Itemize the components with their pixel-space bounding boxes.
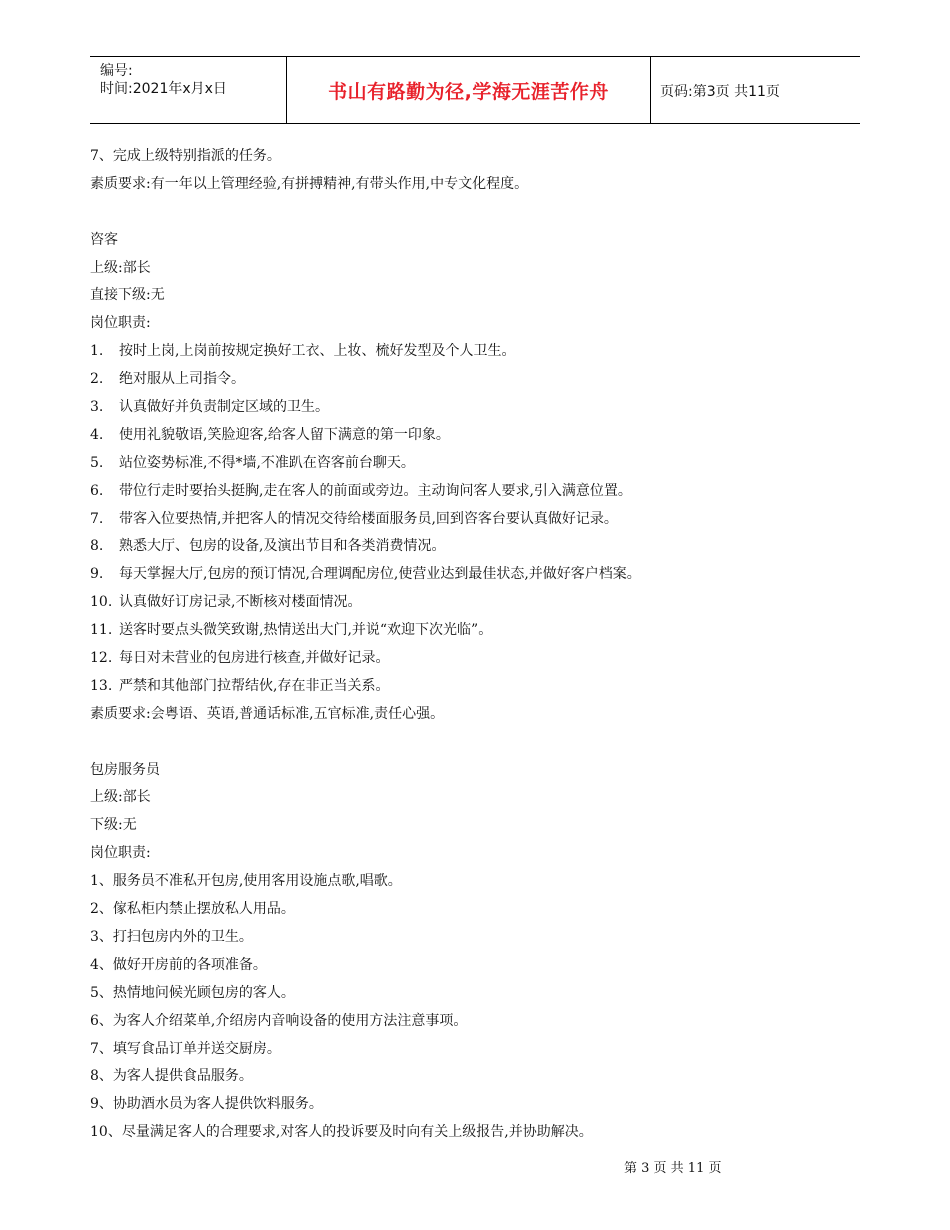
- line-text: 每日对未营业的包房进行核查,并做好记录。: [119, 650, 390, 667]
- line-text: 按时上岗,上岗前按规定换好工衣、上妆、梳好发型及个人卫生。: [119, 343, 516, 360]
- numbered-item: [90, 338, 870, 366]
- line-text: 认真做好订房记录,不断核对楼面情况。: [119, 594, 362, 611]
- text-line: [90, 282, 870, 310]
- line-text: 咨客: [90, 231, 118, 248]
- item-number: 7.: [90, 510, 104, 527]
- page-header: [90, 56, 860, 124]
- text-line: [90, 1119, 870, 1147]
- line-text: 3、打扫包房内外的卫生。: [90, 928, 253, 945]
- line-text: 严禁和其他部门拉帮结伙,存在非正当关系。: [119, 677, 390, 694]
- item-number: 5.: [90, 454, 104, 471]
- line-text: 5、热情地问候光顾包房的客人。: [90, 984, 295, 1001]
- item-number: 9.: [90, 566, 104, 583]
- line-text: 认真做好并负责制定区域的卫生。: [119, 399, 329, 416]
- line-text: 6、为客人介绍菜单,介绍房内音响设备的使用方法注意事项。: [90, 1012, 468, 1029]
- numbered-item: [90, 589, 870, 617]
- page-footer: 第 3 页 共 11 页: [624, 1161, 722, 1176]
- line-text: 7、填写食品订单并送交厨房。: [90, 1040, 281, 1057]
- text-line: [90, 143, 870, 171]
- item-number: 12.: [90, 650, 113, 667]
- line-text: 2、傢私柜内禁止摆放私人用品。: [90, 901, 295, 918]
- header-info-cell: [90, 57, 286, 123]
- numbered-item: [90, 478, 870, 506]
- item-number: 8.: [90, 538, 104, 555]
- item-number: 2.: [90, 371, 104, 388]
- line-text: 直接下级:无: [90, 287, 165, 304]
- item-number: 4.: [90, 426, 104, 443]
- item-number: 1.: [90, 343, 104, 360]
- line-text: 使用礼貌敬语,笑脸迎客,给客人留下满意的第一印象。: [119, 426, 450, 443]
- line-text: 熟悉大厅、包房的设备,及演出节目和各类消费情况。: [119, 538, 446, 555]
- motto-text: 书山有路勤为径,学海无涯苦作舟: [328, 81, 609, 103]
- text-line: [90, 980, 870, 1008]
- time-label: 时间:2021年x月x日: [100, 81, 227, 97]
- line-text: 10、尽量满足客人的合理要求,对客人的投诉要及时向有关上级报告,并协助解决。: [90, 1124, 593, 1141]
- numbered-item: [90, 422, 870, 450]
- numbered-item: [90, 394, 870, 422]
- numbered-item: [90, 645, 870, 673]
- text-line: [90, 812, 870, 840]
- item-number: 3.: [90, 399, 104, 416]
- numbered-item: [90, 366, 870, 394]
- text-line: [90, 868, 870, 896]
- text-line: [90, 171, 870, 199]
- line-text: 上级:部长: [90, 259, 151, 276]
- text-line: [90, 1091, 870, 1119]
- numbered-item: [90, 533, 870, 561]
- item-number: 10.: [90, 594, 113, 611]
- line-text: 站位姿势标准,不得*墙,不准趴在咨客前台聊天。: [119, 454, 415, 471]
- page-number-label: 页码:第3页 共11页: [660, 84, 780, 100]
- text-line: [90, 1036, 870, 1064]
- numbered-item: [90, 617, 870, 645]
- serial-number-label: 编号:: [100, 63, 133, 79]
- blank-line: [90, 199, 870, 227]
- text-line: [90, 1008, 870, 1036]
- text-line: [90, 701, 870, 729]
- line-text: 岗位职责:: [90, 845, 151, 862]
- numbered-item: [90, 673, 870, 701]
- line-text: 岗位职责:: [90, 315, 151, 332]
- line-text: 素质要求:会粤语、英语,普通话标准,五官标准,责任心强。: [90, 705, 445, 722]
- text-line: [90, 952, 870, 980]
- text-line: [90, 757, 870, 785]
- line-text: 下级:无: [90, 817, 137, 834]
- line-text: 素质要求:有一年以上管理经验,有拼搏精神,有带头作用,中专文化程度。: [90, 175, 529, 192]
- numbered-item: [90, 561, 870, 589]
- text-line: [90, 784, 870, 812]
- line-text: 带客入位要热情,并把客人的情况交待给楼面服务员,回到咨客台要认真做好记录。: [119, 510, 618, 527]
- text-line: [90, 924, 870, 952]
- numbered-item: [90, 506, 870, 534]
- blank-line: [90, 729, 870, 757]
- line-text: 9、协助酒水员为客人提供饮料服务。: [90, 1096, 323, 1113]
- header-page-cell: [650, 57, 860, 123]
- item-number: 13.: [90, 677, 113, 694]
- line-text: 包房服务员: [90, 761, 160, 778]
- text-line: [90, 896, 870, 924]
- numbered-item: [90, 450, 870, 478]
- line-text: 带位行走时要抬头挺胸,走在客人的前面或旁边。主动询问客人要求,引入满意位置。: [119, 482, 632, 499]
- line-text: 4、做好开房前的各项准备。: [90, 956, 267, 973]
- line-text: 8、为客人提供食品服务。: [90, 1068, 253, 1085]
- text-line: [90, 227, 870, 255]
- item-number: 11.: [90, 622, 113, 639]
- text-line: [90, 840, 870, 868]
- line-text: 绝对服从上司指令。: [119, 371, 245, 388]
- header-motto-cell: [286, 57, 651, 123]
- line-text: 1、服务员不准私开包房,使用客用设施点歌,唱歌。: [90, 873, 402, 890]
- line-text: 每天掌握大厅,包房的预订情况,合理调配房位,使营业达到最佳状态,并做好客户档案。: [119, 566, 641, 583]
- item-number: 6.: [90, 482, 104, 499]
- line-text: 送客时要点头微笑致谢,热情送出大门,并说“欢迎下次光临”。: [119, 622, 493, 639]
- text-line: [90, 1063, 870, 1091]
- document-body: [90, 143, 870, 1147]
- line-text: 7、完成上级特别指派的任务。: [90, 148, 281, 164]
- text-line: [90, 310, 870, 338]
- line-text: 上级:部长: [90, 789, 151, 806]
- text-line: [90, 255, 870, 283]
